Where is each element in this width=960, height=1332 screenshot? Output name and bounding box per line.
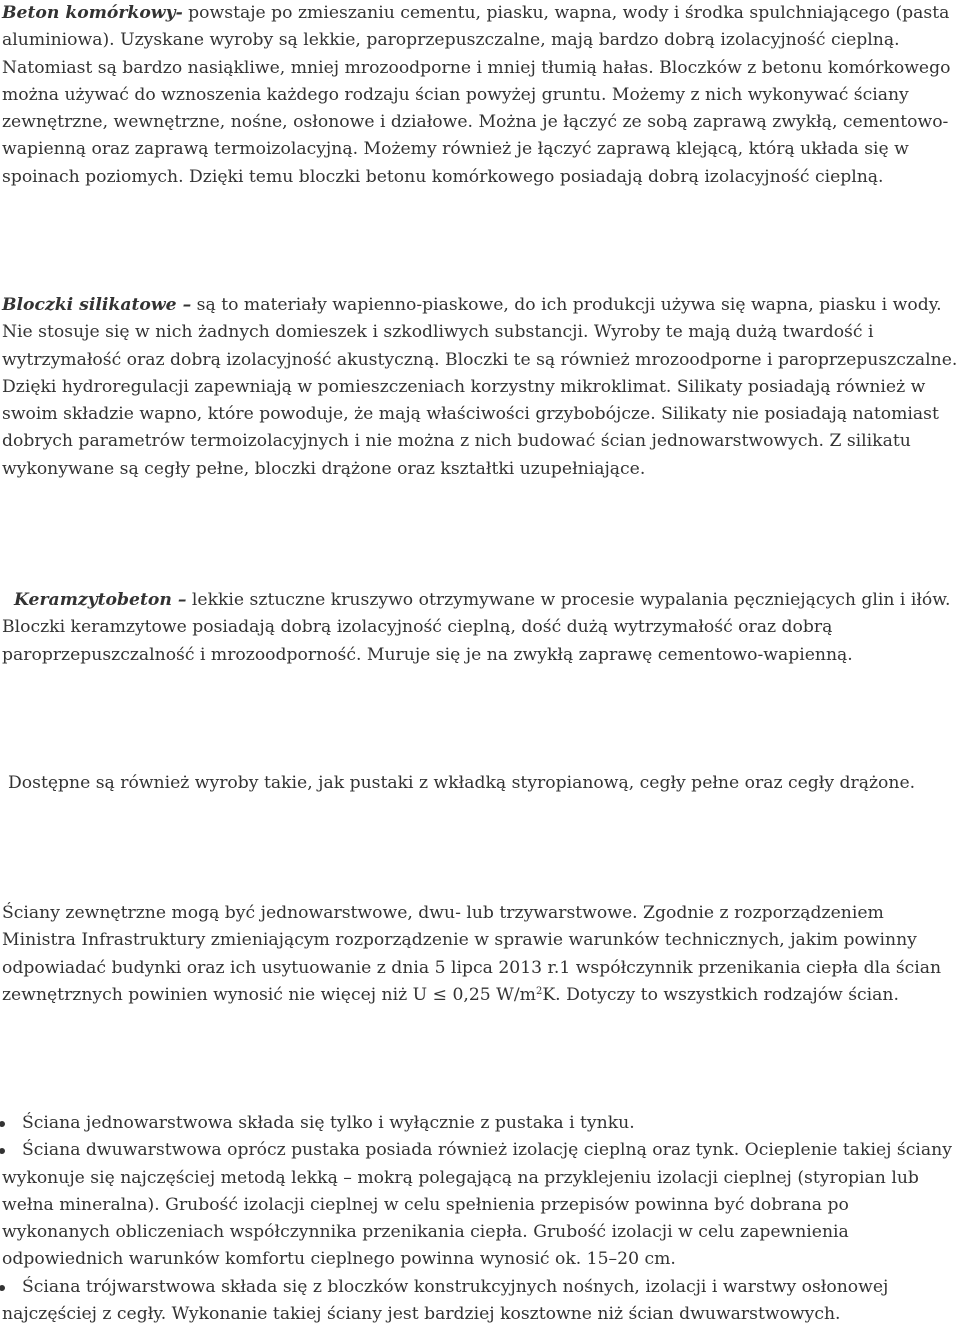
paragraph-text: Dostępne są również wyroby takie, jak pustaki z wkładką styropianową, cegły pełne oraz cegły drążone.	[8, 773, 916, 793]
paragraph-text-after: K. Dotyczy to wszystkich rodzajów ścian.	[542, 984, 899, 1005]
paragraph-text-before: Ściany zewnętrzne mogą być jednowarstwowe, dwu- lub trzywarstwowe. Zgodnie z rozporządzeniem Ministra Infrastruktury zmieniającym rozporządzenie w sprawie warunków technicznych, jakim powinny odpowiadać budynki oraz ich usytuowanie z dnia 5 lipca 2013 r.1 współczynnik przenikania ciepła dla ścian zewnętrznych powinien wynosić nie więcej niż U ≤ 0,25 W/m	[2, 903, 942, 1005]
paragraph-keramzytobeton	[0, 587, 960, 669]
list-item-text: Ściana jednowarstwowa składa się tylko i wyłącznie z pustaka i tynku.	[22, 1113, 635, 1133]
term-beton-komorkowy: Beton komórkowy-	[2, 3, 183, 23]
paragraph-sciany-zewnetrzne	[0, 900, 960, 1009]
paragraph-bloczki-silikatowe	[0, 292, 960, 483]
wall-types-list	[0, 1110, 956, 1328]
superscript: 2	[535, 985, 543, 997]
list-item	[0, 1274, 956, 1329]
list-item-text: Ściana trójwarstwowa składa się z bloczków konstrukcyjnych nośnych, izolacji i warstwy osłonowej najczęściej z cegły. Wykonanie takiej ściany jest bardziej kosztowne niż ścian dwuwarstwowych.	[2, 1276, 889, 1325]
paragraph-dostepne-wyroby	[0, 770, 960, 797]
bullet-icon	[0, 1285, 5, 1291]
list-item	[0, 1110, 956, 1137]
list-item-text: Ściana dwuwarstwowa oprócz pustaka posiada również izolację cieplną oraz tynk. Ocieplenie takiej ściany wykonuje się najczęściej metodą lekką – mokrą polegającą na przyklejeniu izolacji cieplnej (styropian lub wełna mineralna). Grubość izolacji cieplnej w celu spełnienia przepisów powinna być dobrana po wykonanych obliczeniach współczynnika przenikania ciepła. Grubość izolacji w celu zapewnienia odpowiednich warunków komfortu cieplnego powinna wynosić ok. 15–20 cm.	[2, 1140, 952, 1270]
term-keramzytobeton: Keramzytobeton –	[14, 590, 187, 610]
paragraph-beton-komorkowy	[0, 0, 960, 191]
paragraph-text: lekkie sztuczne kruszywo otrzymywane w procesie wypalania pęczniejących glin i iłów. Bloczki keramzytowe posiadają dobrą izolacyjność cieplną, dość dużą wytrzymałość oraz dobrą paroprzepuszczalność i mrozoodporność. Muruje się je na zwykłą zaprawę cementowo-wapienną.	[2, 590, 951, 665]
term-bloczki-silikatowe: Bloczki silikatowe –	[2, 295, 192, 315]
paragraph-text: są to materiały wapienno-piaskowe, do ich produkcji używa się wapna, piasku i wody. Nie stosuje się w nich żadnych domieszek i szkodliwych substancji. Wyroby te mają dużą twardość i wytrzymałość oraz dobrą izolacyjność akustyczną. Bloczki te są również mrozoodporne i paroprzepuszczalne. Dzięki hydroregulacji zapewniają w pomieszczeniach korzystny mikroklimat. Silikaty posiadają również w swoim składzie wapno, które powoduje, że mają właściwości grzybobójcze. Silikaty nie posiadają natomiast dobrych parametrów termoizolacyjnych i nie można z nich budować ścian jednowarstwowych. Z silikatu wykonywane są cegły pełne, bloczki drążone oraz kształtki uzupełniające.	[2, 295, 958, 479]
paragraph-text: powstaje po zmieszaniu cementu, piasku, wapna, wody i środka spulchniającego (pasta aluminiowa). Uzyskane wyroby są lekkie, paroprzepuszczalne, mają bardzo dobrą izolacyjność cieplną. Natomiast są bardzo nasiąkliwe, mniej mrozoodporne i mniej tłumią hałas. Bloczków z betonu komórkowego można używać do wznoszenia każdego rodzaju ścian powyżej gruntu. Możemy z nich wykonywać ściany zewnętrzne, wewnętrzne, nośne, osłonowe i działowe. Można je łączyć ze sobą zaprawą zwykłą, cementowo-wapienną oraz zaprawą termoizolacyjną. Możemy również je łączyć zaprawą klejącą, którą układa się w spoinach poziomych. Dzięki temu bloczki betonu komórkowego posiadają dobrą izolacyjność cieplną.	[2, 3, 951, 187]
list-item	[0, 1137, 956, 1273]
